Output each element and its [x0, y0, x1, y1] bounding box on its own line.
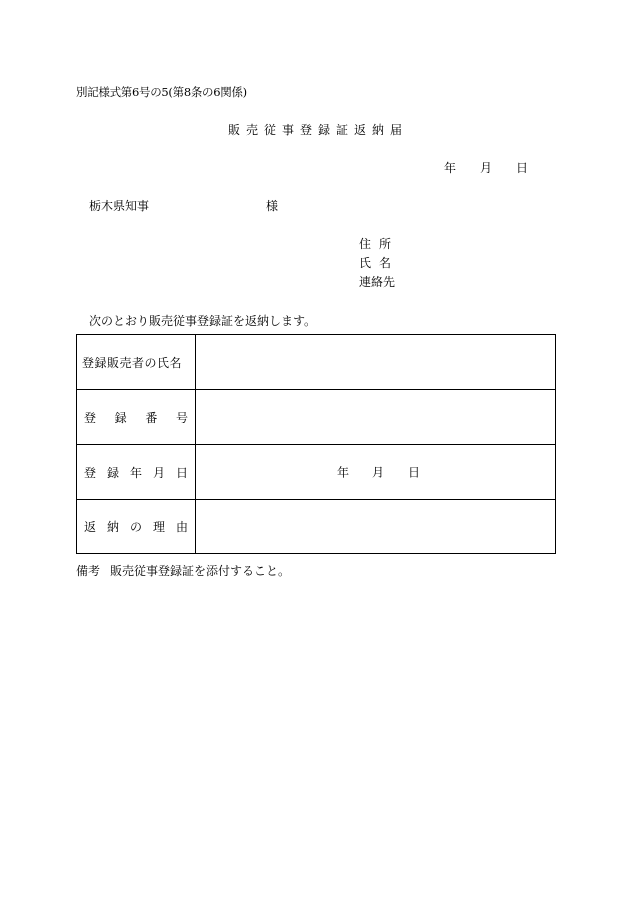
label-char: の: [129, 520, 142, 534]
intro-text: 次のとおり販売従事登録証を返納します。: [89, 314, 317, 328]
label-char: 登: [84, 410, 97, 425]
row-label-cell: [77, 390, 196, 445]
label-char: 返: [84, 520, 97, 534]
table-row: [77, 390, 556, 445]
document-title: 販売従事登録証返納届: [227, 123, 408, 137]
return-form-table: [76, 334, 556, 554]
return-reason-field[interactable]: [196, 500, 556, 554]
reg-date-month: 月: [372, 465, 385, 480]
date-year-label: 年: [444, 161, 457, 175]
label-char: 納: [106, 520, 119, 534]
registrant-name-label: 登録販売者の氏名: [82, 355, 183, 370]
form-reference: 別記様式第6号の5(第8条の6関係): [76, 85, 247, 99]
label-char: 年: [129, 465, 142, 480]
table-row: [77, 445, 556, 500]
label-char: 月: [152, 465, 165, 480]
label-char: 録: [114, 410, 127, 425]
reg-date-year: 年: [337, 465, 350, 480]
name-label: 氏名: [359, 256, 400, 270]
table-row: [77, 335, 556, 390]
remark-text: 販売従事登録証を添付すること。: [110, 564, 291, 578]
date-day-label: 日: [516, 161, 529, 175]
row-label-cell: [77, 335, 196, 390]
label-char: 日: [175, 465, 188, 480]
date-month-label: 月: [480, 161, 493, 175]
addressee-name: 栃木県知事: [89, 199, 150, 213]
date-header: [444, 161, 528, 175]
registration-number-field[interactable]: [196, 390, 556, 445]
label-char: 登: [84, 465, 97, 480]
registration-date-field[interactable]: [196, 445, 556, 500]
label-char: 号: [175, 410, 188, 425]
remark: [76, 564, 290, 578]
registrant-name-field[interactable]: [196, 335, 556, 390]
remark-label: 備考: [76, 564, 101, 578]
return-reason-label: [77, 518, 195, 535]
registration-date-label: [77, 464, 195, 481]
label-char: 録: [106, 465, 119, 480]
label-char: 由: [175, 520, 188, 534]
address-label: 住所: [359, 237, 400, 251]
contact-label: 連絡先: [359, 275, 396, 289]
label-char: 理: [152, 520, 165, 534]
table-row: [77, 500, 556, 554]
row-label-cell: [77, 445, 196, 500]
reg-date-day: 日: [408, 465, 421, 480]
registration-number-label: [77, 409, 195, 426]
label-char: 番: [145, 410, 158, 425]
addressee-honorific: 様: [266, 199, 279, 213]
row-label-cell: [77, 500, 196, 554]
